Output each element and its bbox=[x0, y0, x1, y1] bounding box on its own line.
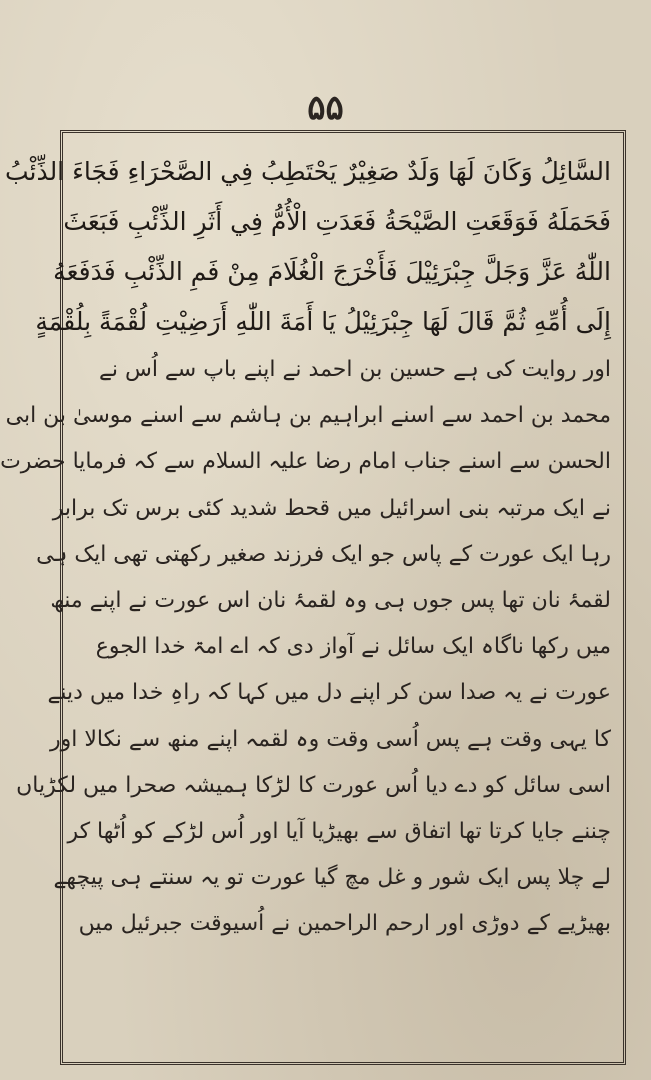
arabic-passage bbox=[4, 147, 611, 347]
urdu-passage bbox=[0, 347, 611, 947]
page-number: ۵۵ bbox=[307, 88, 344, 128]
urdu-line-1: اور روایت کی ہے حسین بن احمد نے اپنے باپ سے اُس نے bbox=[98, 357, 611, 382]
urdu-line-8: عورت نے یہ صدا سن کر اپنے دل میں کہا کہ راہِ خدا میں دینے bbox=[47, 680, 611, 706]
urdu-line-12: لے چلا پس ایک شور و غل مچ گیا عورت تو یہ سنتے ہی پیچھے bbox=[53, 865, 611, 891]
arabic-line-2: فَحَمَلَهُ فَوَقَعَتِ الصَّيْحَةُ فَعَدَتِ الْأُمُّ فِي أَثَرِ الذِّئْبِ فَبَعَثَ bbox=[63, 207, 611, 236]
urdu-line-10: اسی سائل کو دے دیا اُس عورت کا لڑکا ہمیشہ صحرا میں لکڑیاں bbox=[16, 772, 611, 798]
urdu-line-11: چننے جایا کرتا تھا اتفاق سے بھیڑیا آیا اور اُس لڑکے کو اُٹھا کر bbox=[67, 818, 611, 844]
arabic-line-3: اللّٰهُ عَزَّ وَجَلَّ جِبْرَئِيْلَ فَأَخْرَجَ الْغُلَامَ مِنْ فَمِ الذِّئْبِ فَدَفَعَهُ bbox=[53, 257, 611, 286]
urdu-line-4: نے ایک مرتبہ بنی اسرائیل میں قحط شدید کئی برس تک برابر bbox=[52, 495, 611, 521]
arabic-line-4: إِلَى أُمِّهِ ثُمَّ قَالَ لَهَا جِبْرَئِيْلُ يَا أَمَةَ اللّٰهِ أَرَضِيْتِ لُقْمَةً بِلُقْمَةٍ bbox=[35, 307, 611, 336]
urdu-line-6: لقمۂ نان تھا پس جوں ہی وہ لقمۂ نان اس عورت نے اپنے منھ bbox=[50, 587, 611, 613]
urdu-line-5: رہا ایک عورت کے پاس جو ایک فرزند صغیر رکھتی تھی ایک ہی bbox=[36, 541, 611, 567]
urdu-line-9: کا یہی وقت ہے پس اُسی وقت وہ لقمہ اپنے منھ سے نکالا اور bbox=[49, 726, 611, 752]
text-frame bbox=[0, 130, 626, 1065]
arabic-line-1: السَّائِلُ وَكَانَ لَهَا وَلَدٌ صَغِيْرٌ يَحْتَطِبُ فِي الصَّحْرَاءِ فَجَاءَ الذِّئْبُ bbox=[4, 157, 611, 186]
urdu-line-7: میں رکھا ناگاہ ایک سائل نے آواز دی کہ اے امۃ خدا الجوع bbox=[95, 634, 611, 660]
urdu-line-3: الحسن سے اسنے جناب امام رضا علیہ السلام سے کہ فرمایا حضرت bbox=[0, 449, 611, 475]
urdu-line-13: بھیڑیے کے دوڑی اور ارحم الراحمین نے اُسیوقت جبرئیل میں bbox=[78, 911, 611, 937]
urdu-line-2: محمد بن احمد سے اسنے ابراہیم بن ہاشم سے اسنے موسیٰ بن ابی bbox=[5, 403, 611, 429]
